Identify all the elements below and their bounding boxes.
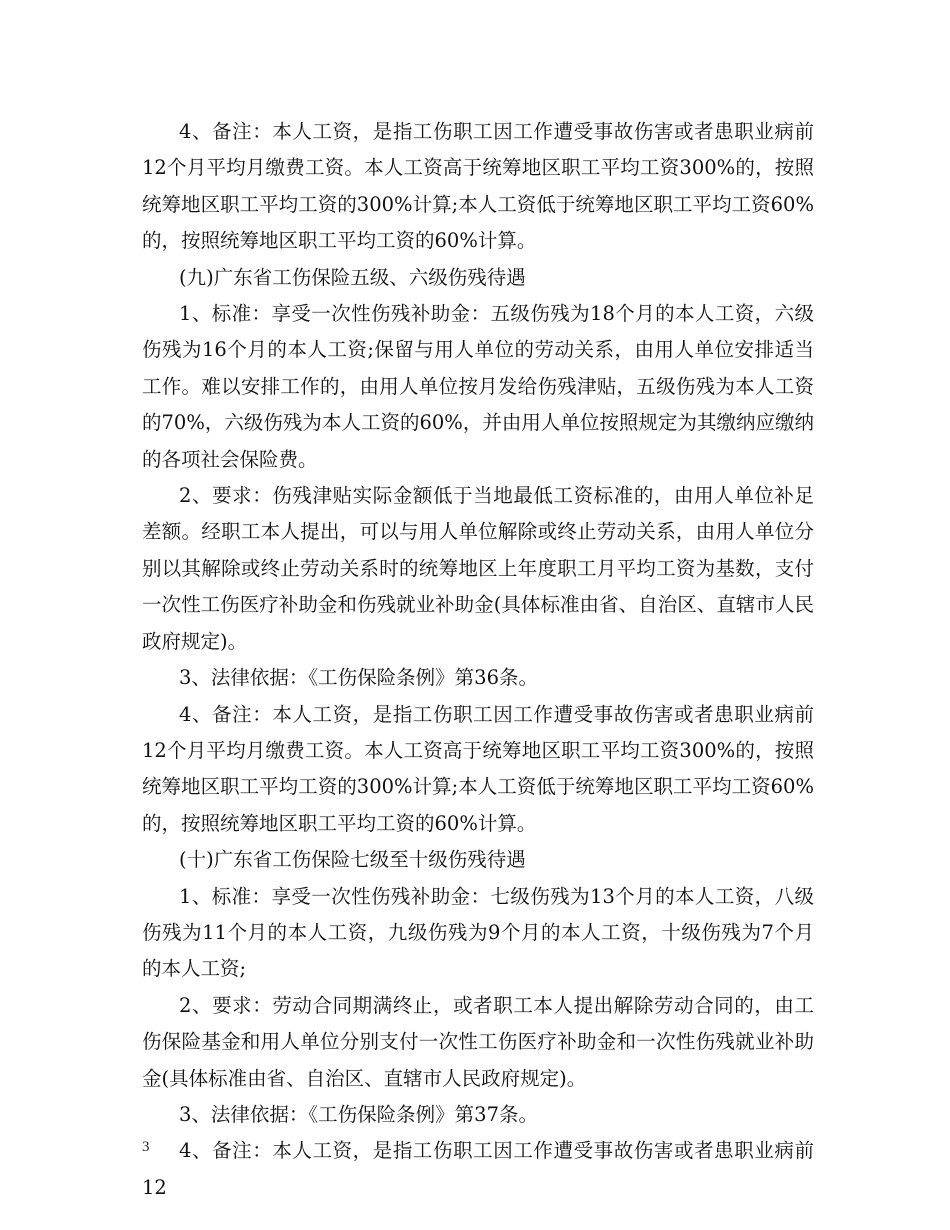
paragraph-legal-basis-9: 3、法律依据：《工伤保险条例》第36条。 [179, 666, 538, 690]
section-heading-9: (九)广东省工伤保险五级、六级伤残待遇 [179, 265, 526, 289]
paragraph-legal-basis-10: 3、法律依据：《工伤保险条例》第37条。 [179, 1102, 538, 1126]
paragraph-remark-9: 4、备注：本人工资，是指工伤职工因工作遭受事故伤害或者患职业病前12个月平均月缴费工资。本人工资高于统筹地区职工平均工资300%的，按照统筹地区职工平均工资的300%计算;本人工资低于统筹地区职工平均工资60%的，按照统筹地区职工平均工资的60%计算。 [142, 702, 814, 835]
section-heading-10: (十)广东省工伤保险七级至十级伤残待遇 [179, 848, 526, 872]
paragraph-requirement-10: 2、要求：劳动合同期满终止，或者职工本人提出解除劳动合同的，由工伤保险基金和用人单位分别支付一次性工伤医疗补助金和一次性伤残就业补助金(具体标准由省、自治区、直辖市人民政府规定)。 [142, 993, 814, 1090]
page-number: 3 [142, 1139, 150, 1155]
paragraph-standard-10: 1、标准：享受一次性伤残补助金：七级伤残为13个月的本人工资，八级伤残为11个月的本人工资，九级伤残为9个月的本人工资，十级伤残为7个月的本人工资; [142, 884, 814, 981]
document-body [142, 114, 814, 1206]
paragraph-standard-9: 1、标准：享受一次性伤残补助金：五级伤残为18个月的本人工资，六级伤残为16个月的本人工资;保留与用人单位的劳动关系，由用人单位安排适当工作。难以安排工作的，由用人单位按月发给伤残津贴，五级伤残为本人工资的70%，六级伤残为本人工资的60%，并由用人单位按照规定为其缴纳应缴纳的各项社会保险费。 [142, 302, 814, 471]
paragraph-requirement-9: 2、要求：伤残津贴实际金额低于当地最低工资标准的，由用人单位补足差额。经职工本人提出，可以与用人单位解除或终止劳动关系，由用人单位分别以其解除或终止劳动关系时的统筹地区上年度职工月平均工资为基数，支付一次性工伤医疗补助金和伤残就业补助金(具体标准由省、自治区、直辖市人民政府规定)。 [142, 484, 814, 653]
paragraph-remark-10: 4、备注：本人工资，是指工伤职工因工作遭受事故伤害或者患职业病前12 [142, 1139, 814, 1199]
paragraph-remark-1: 4、备注：本人工资，是指工伤职工因工作遭受事故伤害或者患职业病前12个月平均月缴费工资。本人工资高于统筹地区职工平均工资300%的，按照统筹地区职工平均工资的300%计算;本人工资低于统筹地区职工平均工资60%的，按照统筹地区职工平均工资的60%计算。 [142, 120, 814, 253]
